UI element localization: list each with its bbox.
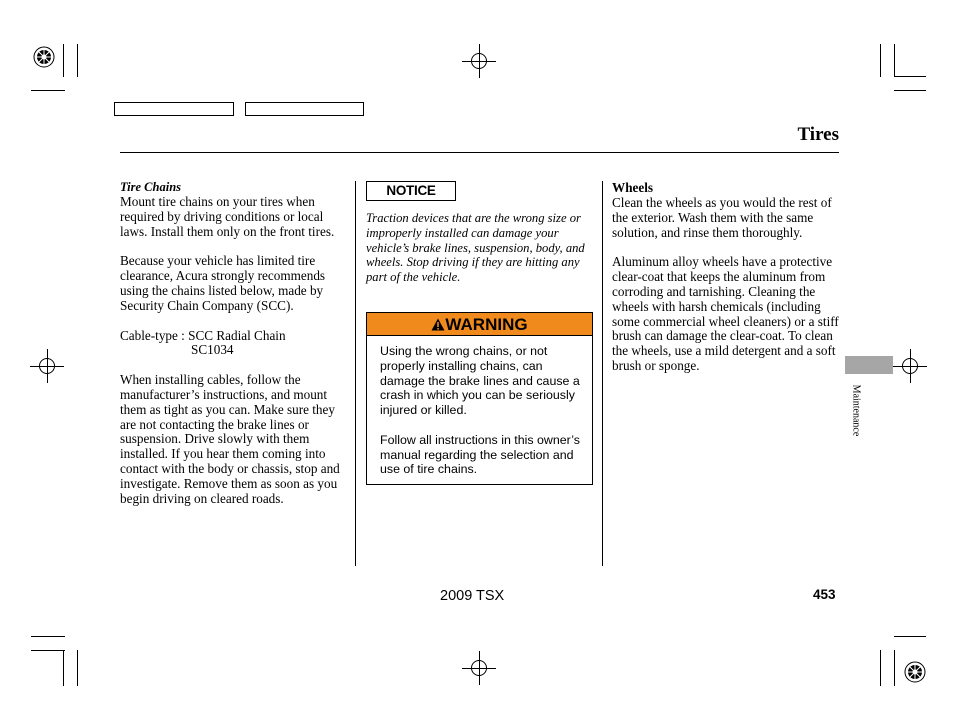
wheels-section	[612, 180, 844, 374]
warning-box	[366, 312, 593, 485]
section-heading: Wheels	[612, 180, 654, 195]
warning-triangle-icon	[431, 318, 445, 331]
column-divider	[355, 181, 356, 566]
warning-label: WARNING	[445, 315, 528, 334]
paragraph: Mount tire chains on your tires when required by driving conditions or local laws. Install them only on the front tires.	[120, 194, 335, 239]
warning-header	[367, 313, 592, 336]
registration-gear-icon	[904, 661, 926, 683]
tire-chains-section	[120, 180, 350, 506]
warning-paragraph: Using the wrong chains, or not properly installing chains, can damage the brake lines and cause a crash in which you can be seriously injured or killed.	[380, 344, 580, 418]
cable-type-line: Cable-type : SCC Radial Chain	[120, 327, 286, 343]
title-divider	[120, 152, 839, 153]
page-title: Tires	[797, 124, 839, 145]
notice-label: NOTICE	[366, 181, 456, 201]
paragraph: Aluminum alloy wheels have a protective clear-coat that keeps the aluminum from corroding and tarnishing. Cleaning the wheels with harsh chemicals (including some commercial wheel cleaners) or a stiff brush can damage the clear-coat. To clean the wheels, use a mild detergent and a soft brush or sponge.	[612, 254, 839, 373]
registration-gear-icon	[33, 46, 55, 68]
footer-model: 2009 TSX	[440, 588, 505, 604]
cable-model-line: SC1034	[191, 342, 234, 358]
column-divider	[602, 181, 603, 566]
warning-paragraph: Follow all instructions in this owner’s manual regarding the selection and use of tire chains.	[380, 432, 580, 477]
nav-tab-contents[interactable]	[114, 102, 234, 116]
paragraph: Clean the wheels as you would the rest of the exterior. Wash them with the same solution, and rinse them thoroughly.	[612, 195, 832, 240]
paragraph: When installing cables, follow the manufacturer’s instructions, and mount them as tight as you can. Make sure they are not contacting the brake lines or suspension. Drive slowly with them installed. If you hear them coming into contact with the body or chassis, stop and investigate. Remove them as soon as you begin driving on cleared roads.	[120, 372, 340, 506]
section-tab-label: Maintenance	[850, 384, 862, 437]
nav-tab-index[interactable]	[245, 102, 364, 116]
section-tab[interactable]	[845, 356, 893, 374]
section-heading: Tire Chains	[120, 180, 182, 194]
page-number: 453	[813, 587, 836, 602]
notice-text: Traction devices that are the wrong size or improperly installed can damage your vehicle’s brake lines, suspension, body, and wheels. Stop driving if they are hitting any part of the vehicle.	[366, 211, 585, 285]
paragraph: Because your vehicle has limited tire clearance, Acura strongly recommends using the chains listed below, made by Security Chain Company (SCC).	[120, 253, 326, 313]
